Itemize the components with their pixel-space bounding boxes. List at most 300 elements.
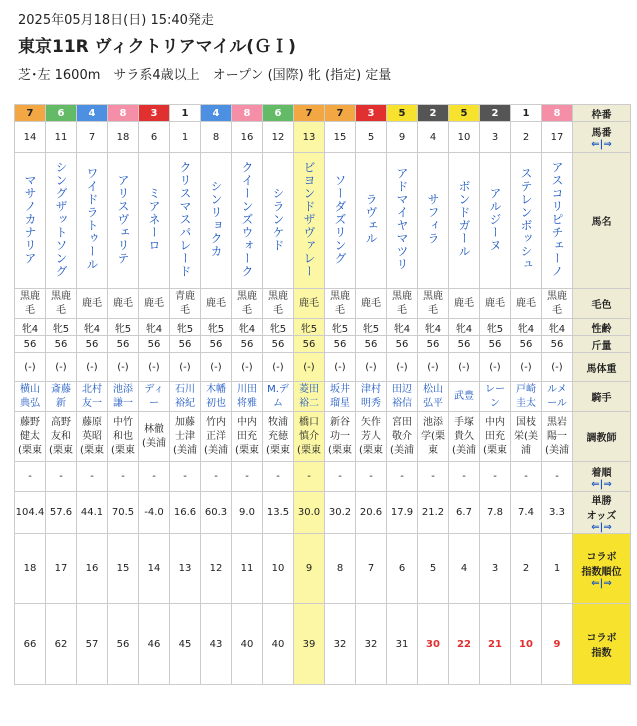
bw-cell <box>542 353 573 382</box>
order-cell <box>201 462 232 492</box>
trainer-cell <box>201 412 232 462</box>
rank-value: 13 <box>178 563 192 574</box>
race-date: 2025年05月18日(日) 15:40発走 <box>18 13 214 28</box>
rank-value: 1 <box>553 563 561 574</box>
trainer-value: 橋口慎介(栗東 <box>297 416 321 456</box>
umaban-value: 4 <box>429 131 437 143</box>
weight-cell <box>449 336 480 353</box>
sexage-value: 牝4 <box>517 323 535 335</box>
name-value[interactable]: マサノカナリア <box>23 173 37 265</box>
weight-cell <box>480 336 511 353</box>
order-cell <box>294 462 325 492</box>
sexage-cell <box>356 319 387 336</box>
order-value: - <box>524 471 528 482</box>
name-cell[interactable] <box>542 153 573 289</box>
order-cell <box>449 462 480 492</box>
label-text: コラボ <box>586 633 617 644</box>
order-value: - <box>493 471 497 482</box>
rank-cell <box>294 534 325 604</box>
umaban-value: 14 <box>23 131 37 143</box>
rank-cell <box>418 534 449 604</box>
bw-value: (-) <box>86 361 98 373</box>
jockey-cell <box>263 382 294 412</box>
sexage-row <box>15 319 631 336</box>
name-cell[interactable] <box>77 153 108 289</box>
weight-cell <box>387 336 418 353</box>
entry-table <box>14 104 631 685</box>
rank-value: 8 <box>336 563 344 574</box>
name-cell[interactable] <box>480 153 511 289</box>
idx-cell <box>46 604 77 685</box>
bw-value: (-) <box>179 361 191 373</box>
weight-value: 56 <box>426 338 440 350</box>
trainer-value: 林徹(美浦 <box>142 423 166 449</box>
order-cell <box>108 462 139 492</box>
waku-value: 2 <box>429 107 437 119</box>
jockey-cell <box>325 382 356 412</box>
jockey-cell <box>232 382 263 412</box>
trainer-value: 池添学(栗東 <box>421 416 445 456</box>
trainer-cell <box>325 412 356 462</box>
order-value: - <box>90 471 94 482</box>
name-cell[interactable] <box>356 153 387 289</box>
odds-cell <box>325 492 356 534</box>
idx-cell <box>356 604 387 685</box>
weight-cell <box>542 336 573 353</box>
name-cell[interactable] <box>15 153 46 289</box>
odds-row <box>15 492 631 534</box>
name-value[interactable]: クイーンズウォーク <box>240 160 254 278</box>
order-cell <box>356 462 387 492</box>
waku-cell <box>46 105 77 122</box>
order-cell <box>480 462 511 492</box>
trainer-value: 牧浦充徳(栗東 <box>266 416 290 456</box>
waku-value: 8 <box>553 107 561 119</box>
weight-value: 56 <box>364 338 378 350</box>
sexage-value: 牝5 <box>114 323 132 335</box>
order-value: - <box>400 471 404 482</box>
label-text: 着順 <box>591 467 612 479</box>
bw-value: (-) <box>117 361 129 373</box>
waku-value: 6 <box>57 107 65 119</box>
sexage-value: 牝4 <box>393 323 411 335</box>
order-cell <box>542 462 573 492</box>
idx-value: 32 <box>333 638 347 650</box>
waku-value: 8 <box>243 107 251 119</box>
jockey-row <box>15 382 631 412</box>
weight-cell <box>201 336 232 353</box>
odds-cell <box>542 492 573 534</box>
idx-cell <box>201 604 232 685</box>
name-cell[interactable] <box>46 153 77 289</box>
umaban-cell <box>170 122 201 153</box>
coat-value: 黒鹿毛 <box>268 290 288 316</box>
weight-cell <box>139 336 170 353</box>
coat-cell <box>232 289 263 319</box>
weight-cell <box>294 336 325 353</box>
weight-value: 56 <box>85 338 99 350</box>
sexage-value: 牝5 <box>362 323 380 335</box>
trainer-cell <box>108 412 139 462</box>
name-cell[interactable] <box>263 153 294 289</box>
jockey-cell <box>449 382 480 412</box>
trainer-cell <box>387 412 418 462</box>
order-cell <box>77 462 108 492</box>
waku-value: 5 <box>398 107 406 119</box>
odds-cell <box>232 492 263 534</box>
name-value[interactable]: ワイドラトゥール <box>85 167 99 271</box>
waku-cell <box>139 105 170 122</box>
name-value[interactable]: アリスヴェリテ <box>116 173 130 265</box>
weight-cell <box>263 336 294 353</box>
idx-cell <box>263 604 294 685</box>
rank-cell <box>108 534 139 604</box>
umaban-value: 9 <box>398 131 406 143</box>
odds-cell <box>15 492 46 534</box>
coat-value: 鹿毛 <box>299 297 319 309</box>
trainer-cell <box>480 412 511 462</box>
order-label <box>573 462 631 492</box>
waku-value: 4 <box>88 107 96 119</box>
label-text: 枠番 <box>591 109 612 121</box>
bw-value: (-) <box>272 361 284 373</box>
umaban-value: 12 <box>271 131 285 143</box>
trainer-cell <box>263 412 294 462</box>
rank-cell <box>480 534 511 604</box>
weight-value: 56 <box>209 338 223 350</box>
rank-cell <box>325 534 356 604</box>
trainer-value: 黒岩陽一(美浦 <box>545 416 569 456</box>
idx-value: 62 <box>54 638 68 650</box>
coat-value: 黒鹿毛 <box>547 290 567 316</box>
odds-cell <box>294 492 325 534</box>
name-value[interactable]: ビヨンドザヴァレー <box>302 160 316 278</box>
jockey-cell <box>387 382 418 412</box>
jockey-cell <box>356 382 387 412</box>
weight-value: 56 <box>302 338 316 350</box>
idx-value: 22 <box>457 638 471 650</box>
umaban-cell <box>263 122 294 153</box>
waku-cell <box>77 105 108 122</box>
name-cell[interactable] <box>387 153 418 289</box>
idx-cell <box>170 604 201 685</box>
sexage-cell <box>170 319 201 336</box>
sexage-value: 牝4 <box>145 323 163 335</box>
jockey-cell <box>201 382 232 412</box>
coat-cell <box>77 289 108 319</box>
rank-value: 11 <box>240 563 254 574</box>
name-cell[interactable] <box>108 153 139 289</box>
coat-value: 鹿毛 <box>144 297 164 309</box>
odds-cell <box>201 492 232 534</box>
order-row <box>15 462 631 492</box>
idx-cell <box>449 604 480 685</box>
odds-value: 57.6 <box>49 507 73 518</box>
rank-cell <box>77 534 108 604</box>
idx-value: 40 <box>271 638 285 650</box>
coat-value: 鹿毛 <box>485 297 505 309</box>
sexage-label <box>573 319 631 336</box>
name-cell[interactable] <box>170 153 201 289</box>
sexage-value: 牝4 <box>424 323 442 335</box>
weight-value: 56 <box>333 338 347 350</box>
name-value[interactable]: サフィラ <box>426 193 440 245</box>
trainer-value: 中竹和也(栗東 <box>111 416 135 456</box>
odds-label <box>573 492 631 534</box>
trainer-value: 竹内正洋(美浦 <box>204 416 228 456</box>
bw-cell <box>418 353 449 382</box>
name-value[interactable]: ラヴェル <box>364 193 378 245</box>
umaban-value: 13 <box>302 131 316 143</box>
waku-label <box>573 105 631 122</box>
idx-value: 43 <box>209 638 223 650</box>
coat-cell <box>511 289 542 319</box>
collab-index-label <box>573 604 631 685</box>
bw-cell <box>232 353 263 382</box>
odds-value: 3.3 <box>549 507 565 518</box>
odds-value: 30.0 <box>297 507 321 518</box>
bw-cell <box>325 353 356 382</box>
trainer-value: 中内田充(栗東 <box>483 416 507 456</box>
weight-value: 56 <box>488 338 502 350</box>
name-value[interactable]: クリスマスパレード <box>178 160 192 278</box>
jockey-value: 横山典弘 <box>20 383 40 409</box>
waku-cell <box>387 105 418 122</box>
idx-value: 40 <box>240 638 254 650</box>
rank-value: 12 <box>209 563 223 574</box>
idx-cell <box>480 604 511 685</box>
idx-value: 66 <box>23 638 37 650</box>
umaban-cell <box>77 122 108 153</box>
order-value: - <box>307 471 311 482</box>
weight-cell <box>232 336 263 353</box>
bw-value: (-) <box>458 361 470 373</box>
jockey-cell <box>46 382 77 412</box>
waku-value: 3 <box>150 107 158 119</box>
order-cell <box>15 462 46 492</box>
jockey-value: 木幡初也 <box>206 383 226 409</box>
sexage-value: 牝5 <box>486 323 504 335</box>
order-value: - <box>59 471 63 482</box>
name-value[interactable]: アドマイヤマツリ <box>395 167 409 271</box>
odds-value: 60.3 <box>204 507 228 518</box>
bw-value: (-) <box>396 361 408 373</box>
jockey-value: ルメール <box>547 383 567 409</box>
umaban-value: 10 <box>457 131 471 143</box>
coat-value: 黒鹿毛 <box>237 290 257 316</box>
sort-arrows-icon[interactable]: ⇐|⇒ <box>591 578 612 589</box>
coat-value: 鹿毛 <box>82 297 102 309</box>
name-value[interactable]: ミアネーロ <box>147 186 161 252</box>
sexage-value: 牝5 <box>176 323 194 335</box>
bw-cell <box>139 353 170 382</box>
odds-cell <box>418 492 449 534</box>
umaban-value: 6 <box>150 131 158 143</box>
sexage-value: 牝4 <box>83 323 101 335</box>
name-cell[interactable] <box>511 153 542 289</box>
weight-value: 56 <box>457 338 471 350</box>
odds-value: 44.1 <box>80 507 104 518</box>
odds-value: 13.5 <box>266 507 290 518</box>
jockey-cell <box>480 382 511 412</box>
name-row <box>15 153 631 289</box>
order-cell <box>139 462 170 492</box>
jockey-label <box>573 382 631 412</box>
bw-cell <box>387 353 418 382</box>
jockey-cell <box>170 382 201 412</box>
bw-value: (-) <box>241 361 253 373</box>
umaban-label <box>573 122 631 153</box>
rank-cell <box>263 534 294 604</box>
coat-value: 黒鹿毛 <box>423 290 443 316</box>
bw-cell <box>15 353 46 382</box>
weight-value: 56 <box>550 338 564 350</box>
coat-value: 黒鹿毛 <box>330 290 350 316</box>
jockey-value: 坂井瑠星 <box>330 383 350 409</box>
coat-label <box>573 289 631 319</box>
rank-value: 5 <box>429 563 437 574</box>
jockey-value: 武豊 <box>454 390 474 402</box>
jockey-cell <box>77 382 108 412</box>
order-cell <box>387 462 418 492</box>
label-text: 馬名 <box>591 217 612 228</box>
jockey-value: レーン <box>485 383 505 409</box>
umaban-cell <box>139 122 170 153</box>
label-text: 調教師 <box>586 433 617 444</box>
trainer-cell <box>139 412 170 462</box>
sexage-value: 牝5 <box>207 323 225 335</box>
name-value[interactable]: アスコリピチェーノ <box>550 160 564 278</box>
idx-cell <box>15 604 46 685</box>
trainer-cell <box>449 412 480 462</box>
coat-cell <box>325 289 356 319</box>
waku-value: 7 <box>26 107 34 119</box>
waku-value: 1 <box>181 107 189 119</box>
label-text: 馬体重 <box>586 363 617 375</box>
waku-value: 2 <box>491 107 499 119</box>
umaban-cell <box>418 122 449 153</box>
umaban-cell <box>387 122 418 153</box>
bw-cell <box>356 353 387 382</box>
sexage-cell <box>201 319 232 336</box>
waku-cell <box>449 105 480 122</box>
jockey-value: 川田将雅 <box>237 383 257 409</box>
weight-value: 56 <box>178 338 192 350</box>
collab-rank-row <box>15 534 631 604</box>
name-value[interactable]: シングザットソング <box>54 160 68 278</box>
bw-value: (-) <box>24 361 36 373</box>
rank-value: 10 <box>271 563 285 574</box>
order-cell <box>46 462 77 492</box>
jockey-value: 菱田裕二 <box>299 383 319 409</box>
idx-value: 57 <box>85 638 99 650</box>
name-cell[interactable] <box>294 153 325 289</box>
name-cell[interactable] <box>418 153 449 289</box>
bw-value: (-) <box>210 361 222 373</box>
name-cell[interactable] <box>449 153 480 289</box>
weight-cell <box>46 336 77 353</box>
weight-cell <box>511 336 542 353</box>
trainer-cell <box>542 412 573 462</box>
sort-arrows-icon[interactable]: ⇐|⇒ <box>591 139 612 150</box>
odds-value: 70.5 <box>111 507 135 518</box>
sexage-cell <box>139 319 170 336</box>
idx-cell <box>108 604 139 685</box>
name-value[interactable]: シランケド <box>271 186 285 252</box>
sexage-cell <box>108 319 139 336</box>
order-value: - <box>338 471 342 482</box>
odds-value: 7.4 <box>518 507 534 518</box>
umaban-value: 11 <box>54 131 68 143</box>
jockey-value: 津村明秀 <box>361 383 381 409</box>
bw-cell <box>170 353 201 382</box>
waku-value: 5 <box>460 107 468 119</box>
name-label <box>573 153 631 289</box>
name-value[interactable]: アルジーヌ <box>488 186 502 252</box>
name-cell[interactable] <box>232 153 263 289</box>
rank-value: 3 <box>491 563 499 574</box>
waku-value: 6 <box>274 107 282 119</box>
umaban-cell <box>232 122 263 153</box>
trainer-cell <box>77 412 108 462</box>
waku-value: 7 <box>305 107 313 119</box>
name-value[interactable]: ソーダズリング <box>333 173 347 265</box>
order-cell <box>170 462 201 492</box>
jockey-value: 松山弘平 <box>423 383 443 409</box>
waku-cell <box>232 105 263 122</box>
weight-value: 56 <box>147 338 161 350</box>
name-value[interactable]: ボンドガール <box>457 180 471 258</box>
odds-value: -4.0 <box>144 507 164 518</box>
jockey-value: 戸崎圭太 <box>516 383 536 409</box>
sort-arrows-icon[interactable]: ⇐|⇒ <box>591 478 612 490</box>
name-cell[interactable] <box>201 153 232 289</box>
weight-value: 56 <box>116 338 130 350</box>
sexage-cell <box>232 319 263 336</box>
sort-arrows-icon[interactable]: ⇐|⇒ <box>591 522 612 533</box>
weight-value: 56 <box>240 338 254 350</box>
idx-cell <box>294 604 325 685</box>
rank-value: 14 <box>147 563 161 574</box>
jockey-value: 池添謙一 <box>113 383 133 409</box>
bw-value: (-) <box>334 361 346 373</box>
name-value[interactable]: ステレンボッシュ <box>519 167 533 271</box>
idx-cell <box>139 604 170 685</box>
coat-row <box>15 289 631 319</box>
odds-value: 9.0 <box>239 507 255 518</box>
coat-value: 鹿毛 <box>113 297 133 309</box>
waku-cell <box>263 105 294 122</box>
coat-value: 青鹿毛 <box>175 290 195 316</box>
sexage-cell <box>325 319 356 336</box>
order-value: - <box>245 471 249 482</box>
waku-row <box>15 105 631 122</box>
umaban-cell <box>511 122 542 153</box>
rank-cell <box>542 534 573 604</box>
waku-cell <box>511 105 542 122</box>
bw-cell <box>201 353 232 382</box>
trainer-cell <box>418 412 449 462</box>
name-value[interactable]: シンリョクカ <box>209 180 223 258</box>
trainer-value: 加藤士津(美浦 <box>173 416 197 456</box>
sexage-cell <box>263 319 294 336</box>
jockey-cell <box>294 382 325 412</box>
name-cell[interactable] <box>325 153 356 289</box>
sexage-value: 牝4 <box>548 323 566 335</box>
rank-value: 18 <box>23 563 37 574</box>
name-cell[interactable] <box>139 153 170 289</box>
odds-cell <box>77 492 108 534</box>
